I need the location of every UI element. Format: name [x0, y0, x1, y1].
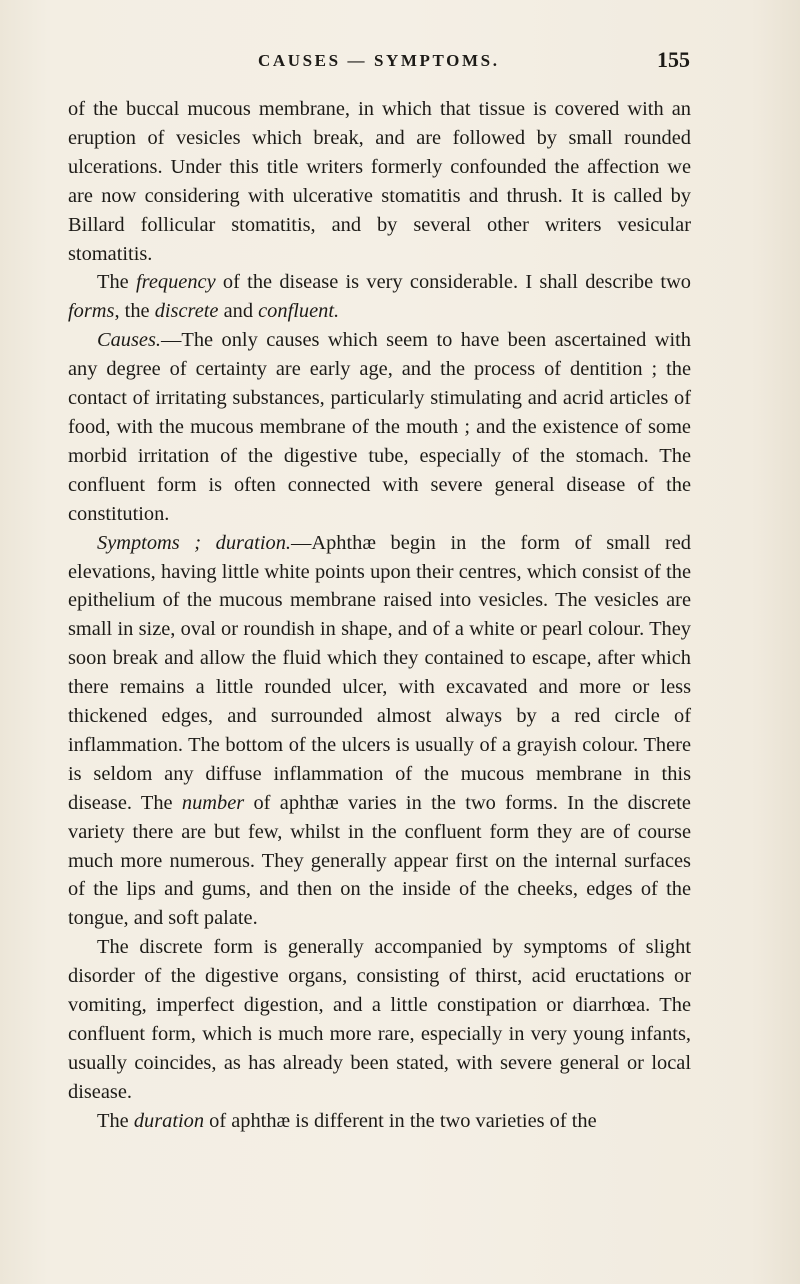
text-segment: of the disease is very considerable. I shall describe two — [215, 271, 691, 294]
paragraph-discrete-form — [68, 933, 691, 1106]
italic-term: discrete — [154, 300, 219, 323]
italic-term: duration — [133, 1109, 205, 1132]
text-segment: The discrete form is generally accompanied by symptoms of slight disorder of the digestive organs, consisting of thirst, acid eructations or vomiting, imperfect digestion, and a little constipation or diarrhœa. The confluent form, which is much more rare, especially in very young infants, usually coincides, as has already been stated, with severe general or local disease. — [68, 936, 691, 1103]
paragraph-symptoms — [68, 529, 691, 934]
running-head: CAUSES — SYMPTOMS. — [258, 51, 500, 70]
text-segment: The — [97, 1109, 134, 1132]
text-segment: The — [97, 271, 136, 294]
text-segment: —The only causes which seem to have been ascertained with any degree of certainty are early age, and the process of dentition ; the contact of irritating substances, particularly stimulating and acrid articles of food, with the mucous membrane of the mouth ; and the existence of some morbid irritation of the digestive tube, especially of the stomach. The confluent form is often connected with severe general disease of the constitution. — [68, 329, 691, 525]
text-segment: , the — [114, 300, 155, 323]
body-text — [68, 95, 691, 1136]
text-segment: and — [218, 300, 259, 323]
section-heading: Symptoms ; duration. — [97, 531, 291, 554]
section-heading: Causes. — [97, 329, 162, 352]
paragraph-intro — [68, 95, 691, 268]
text-segment: —Aphthæ begin in the form of small red elevations, having little white points upon their centres, which consist of the epithelium of the mucous membrane raised into vesicles. The vesicles are small in size, oval or roundish in shape, and of a white or pearl colour. They soon break and allow the fluid which they contained to escape, after which there remains a little rounded ulcer, with excavated and more or less thickened edges, and surrounded almost always by a red circle of inflammation. The bottom of the ulcers is usually of a grayish colour. There is seldom any diffuse inflammation of the mucous membrane in this disease. The — [68, 531, 691, 814]
text-segment: of the buccal mucous membrane, in which that tissue is covered with an eruption of vesicles which break, and are followed by small rounded ulcerations. Under this title writers formerly confounded the affection we are now considering with ulcerative stomatitis and thrush. It is called by Billard follicular stomatitis, and by several other writers vesicular stomatitis. — [68, 98, 691, 265]
paragraph-causes — [68, 326, 691, 528]
italic-term: frequency — [135, 271, 216, 294]
italic-term: number — [181, 791, 245, 814]
italic-term: forms — [68, 300, 115, 323]
page-number: 155 — [657, 47, 690, 72]
paragraph-frequency — [68, 268, 691, 326]
page-header — [68, 48, 690, 74]
text-segment: of aphthæ varies in the two forms. In the discrete variety there are but few, whilst in the confluent form they are of course much more numerous. They generally appear first on the internal surfaces of the lips and gums, and then on the inside of the cheeks, edges of the tongue, and soft palate. — [68, 791, 691, 930]
paragraph-duration — [68, 1107, 691, 1136]
italic-term: confluent. — [258, 300, 340, 323]
text-segment: of aphthæ is different in the two varieties of the — [204, 1109, 597, 1132]
